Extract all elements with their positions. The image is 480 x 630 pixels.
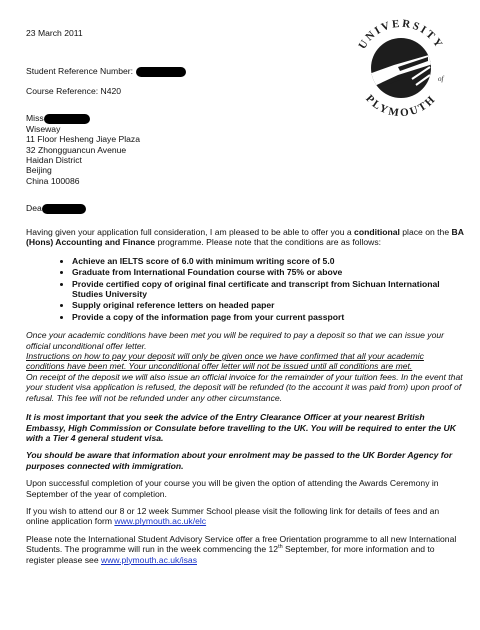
- intro-text: programme. Please note that the conditions are as follows:: [155, 237, 382, 248]
- deposit-paragraph: Once your academic conditions have been met you will be required to pay a deposit so that we can issue your official unconditional offer letter.: [26, 330, 444, 351]
- intro-paragraph: [26, 227, 464, 248]
- summer-school-text: If you wish to attend our 8 or 12 week Summer School please visit the following link for details of fees and an online application form: [26, 505, 440, 527]
- redaction-mark: [44, 114, 90, 124]
- redaction-mark: [42, 204, 86, 214]
- letter-body: [26, 227, 464, 565]
- salutation-text: Dea: [26, 203, 42, 213]
- address-line: 32 Zhongguancun Avenue: [26, 144, 127, 155]
- address-line: Wiseway: [26, 123, 61, 134]
- logo-arc-top: UNIVERSITY: [356, 17, 446, 52]
- addressee-line: [26, 113, 140, 124]
- student-reference-label: Student Reference Number:: [26, 66, 134, 76]
- orientation-text: September, for more information and to register please see: [26, 544, 435, 565]
- condition-item: • Supply original reference letters on headed paper: [72, 300, 464, 310]
- course-reference: Course Reference: N420: [26, 86, 122, 96]
- logo-arc-bottom: PLYMOUTH: [363, 92, 439, 120]
- addressee-prefix: Miss: [26, 113, 44, 123]
- elc-link[interactable]: www.plymouth.ac.uk/elc: [114, 516, 207, 527]
- ordinal-suffix: th: [278, 544, 283, 551]
- intro-text: Having given your application full consideration, I am pleased to be able to offer you a: [26, 227, 355, 237]
- instructions-paragraph: Instructions on how to pay your deposit will only be given once we have confirmed that all your academic conditions have been met. Your unconditional offer letter will not be issued until all conditions are met.: [26, 351, 424, 372]
- university-logo: [338, 5, 464, 131]
- letter-date: 23 March 2011: [26, 28, 83, 38]
- logo-arc-of: of: [438, 75, 444, 83]
- invoice-paragraph: On receipt of the deposit we will also issue an official invoice for the remainder of your tuition fees. In the event that your student visa application is refused, the deposit will be refunded (to the account it was paid from) upon proof of refusal. This fee will not be refunded under any other circumstance.: [26, 371, 463, 403]
- address-line: Beijing: [26, 165, 52, 176]
- salutation: [26, 203, 86, 214]
- conditions-list: [26, 256, 464, 322]
- redaction-mark: [136, 67, 186, 77]
- intro-bold: conditional: [354, 227, 400, 237]
- border-agency-paragraph: You should be aware that information about your enrolment may be passed to the UK Border Agency for purposes connected with immigration.: [26, 450, 453, 471]
- address-line: Haidan District: [26, 154, 82, 165]
- isas-link[interactable]: www.plymouth.ac.uk/isas: [101, 554, 197, 565]
- orientation-paragraph: [26, 534, 464, 565]
- orientation-text: Please note the International Student Advisory Service offer a free Orientation programme to all new International Students. The programme will run in the week commencing the 12: [26, 533, 457, 555]
- university-seal-icon: [338, 5, 464, 131]
- intro-text: place on the: [399, 227, 452, 237]
- condition-item: • Provide certified copy of original final certificate and transcript from Sichuan International Studies University: [72, 279, 464, 300]
- condition-item: • Achieve an IELTS score of 6.0 with minimum writing score of 5.0: [72, 256, 464, 266]
- condition-item: • Graduate from International Foundation course with 75% or above: [72, 267, 464, 277]
- condition-item: • Provide a copy of the information page from your current passport: [72, 312, 464, 322]
- address-line: China 100086: [26, 175, 80, 186]
- address-line: 11 Floor Hesheng Jiaye Plaza: [26, 134, 141, 145]
- recipient-address: [26, 113, 140, 186]
- student-reference: [26, 66, 186, 77]
- visa-paragraph: It is most important that you seek the advice of the Entry Clearance Officer at your nearest British Embassy, High Commission or Consulate before travelling to the UK. You will be required to enter the UK with a Tier 4 general student visa.: [26, 412, 456, 443]
- programme-name: BA (Hons) Accounting and Finance: [26, 227, 464, 248]
- awards-paragraph: Upon successful completion of your course you will be given the option of attending the Awards Ceremony in September of the year of completion.: [26, 478, 439, 499]
- summer-school-paragraph: [26, 506, 464, 527]
